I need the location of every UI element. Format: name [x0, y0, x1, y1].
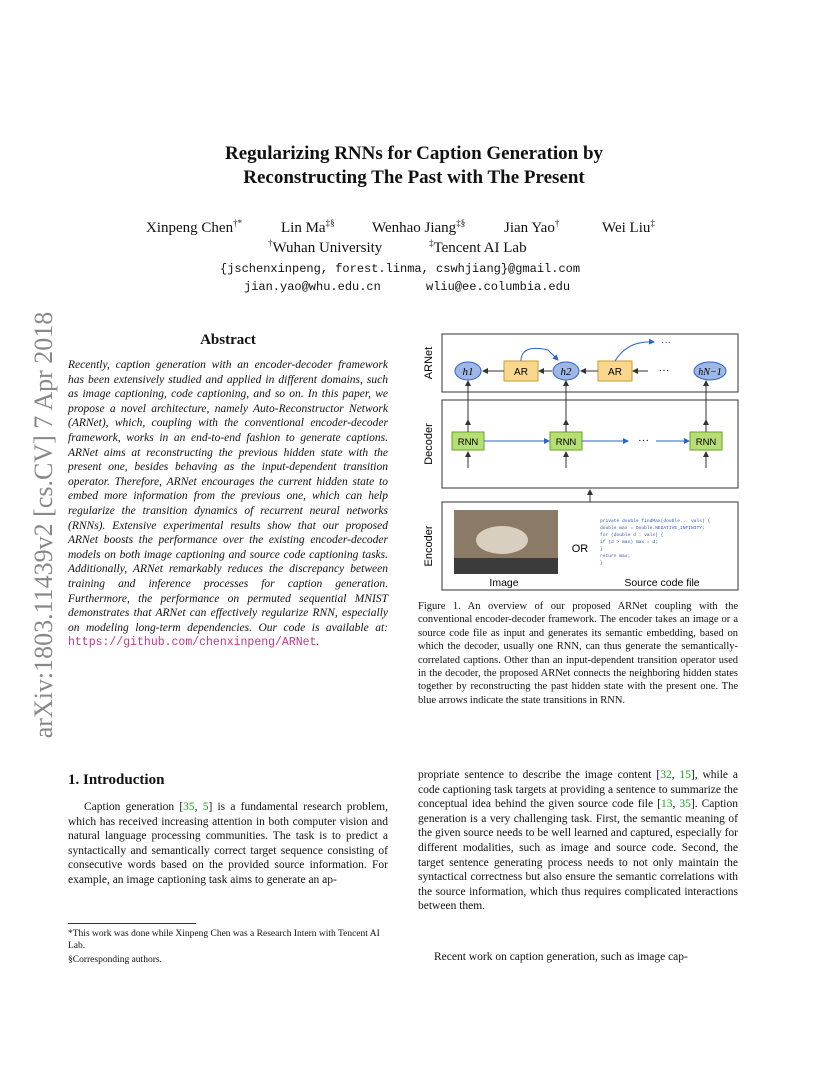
- citation[interactable]: 5: [202, 801, 209, 813]
- email-wei-liu: wliu@ee.columbia.edu: [426, 280, 571, 294]
- figure-caption: Figure 1. An overview of our proposed ARNet coupling with the conventional encoder-decoder framework. The encoder takes an image or a source code file as input and generates its semantic embedding, based on which the decoder, usually one RNN, can thus generate the semantically-correlated captions. Other than an input-dependent transition operator used in the decoder, the proposed ARNet connects the neighboring hidden states together by reconstructing the past hidden state with the present one. The blue arrows indicate the state transitions in RNN.: [418, 601, 738, 706]
- svg-text:if (d > max) max = d;: if (d > max) max = d;: [600, 540, 658, 545]
- ar-label-2: AR: [608, 367, 622, 378]
- node-h1-label: h1: [462, 366, 474, 378]
- or-label: OR: [571, 543, 589, 555]
- dots-arnet: ···: [658, 365, 670, 377]
- node-h2-label: h2: [560, 366, 572, 378]
- arxiv-sidebar: [24, 290, 64, 760]
- intro-paragraph: Caption generation [35, 5] is a fundamental research problem, which has received increasing attention in both computer vision and natural language processing communities. The task is to predict a syntactically and semantically correct target sequence consisting of consecutive words based on the provided source information. For example, an image captioning task aims to generate an ap-: [68, 801, 388, 886]
- citation[interactable]: 35: [679, 798, 691, 811]
- author-2: Lin Ma‡§: [281, 218, 335, 236]
- dots-decoder: ···: [638, 435, 649, 447]
- citation[interactable]: 13: [660, 798, 673, 811]
- label-decoder: Decoder: [423, 423, 435, 465]
- title-line-2: Reconstructing The Past with The Present: [243, 167, 585, 188]
- footnote-divider: [68, 923, 196, 924]
- title-line-1: Regularizing RNNs for Caption Generation by: [224, 143, 604, 164]
- affiliation-2: ‡Tencent AI Lab: [429, 238, 527, 256]
- arxiv-id: arXiv:1803.11439v2 [cs.CV] 7 Apr 2018: [29, 311, 58, 739]
- footnote-2: §Corresponding authors.: [68, 955, 162, 965]
- svg-text:}: }: [600, 561, 603, 566]
- affiliation-1: †Wuhan University: [268, 238, 383, 256]
- citation[interactable]: 15: [679, 769, 691, 781]
- intro-heading: 1. Introduction: [68, 772, 165, 788]
- author-5: Wei Liu‡: [602, 218, 655, 236]
- code-link[interactable]: https://github.com/chenxinpeng/ARNet: [68, 636, 317, 650]
- rnn-N-label: RNN: [695, 437, 717, 448]
- rnn-2-label: RNN: [555, 437, 577, 448]
- code-snippet: [600, 518, 711, 566]
- svg-text:private double findMax(double.: private double findMax(double... vals) {: [600, 519, 711, 524]
- dots-blue: ···: [661, 338, 671, 349]
- emails-line-1: {jschenxinpeng, forest.linma, cswhjiang}@gmail.com: [220, 262, 581, 276]
- label-arnet: ARNet: [423, 346, 435, 380]
- image-label: Image: [489, 577, 519, 589]
- citation[interactable]: 32: [660, 769, 672, 781]
- svg-text:double max = Double.NEGATIVE_I: double max = Double.NEGATIVE_INFINITY;: [600, 526, 705, 531]
- node-hN-label: hN−1: [698, 367, 722, 378]
- svg-text:for (double d : vals) {: for (double d : vals) {: [600, 533, 664, 538]
- author-4: Jian Yao†: [504, 218, 560, 236]
- paper-title: [0, 142, 828, 190]
- author-1: Xinpeng Chen†*: [146, 218, 243, 236]
- rnn-1-label: RNN: [457, 437, 479, 448]
- svg-text:return max;: return max;: [600, 554, 631, 559]
- label-encoder: Encoder: [423, 525, 435, 567]
- citation[interactable]: 35: [183, 801, 195, 813]
- abstract-body: Recently, caption generation with an encoder-decoder framework has been extensively studied and applied in different domains, such as image captioning, code captioning, and so on. In this paper, we propose a novel architecture, namely Auto-Reconstructor Network (ARNet), which, coupling with the conventional encoder-decoder framework, works in an end-to-end fashion to generate captions. ARNet aims at reconstructing the previous hidden state with the present one, besides behaving as the input-dependent transition operator. Therefore, ARNet encourages the current hidden state to embed more information from the previous one, which can help regularize the transition dynamics of recurrent neural networks (RNNs). Extensive experimental results show that our proposed ARNet boosts the performance over the existing encoder-decoder models on both image captioning and source code captioning tasks. Additionally, ARNet remarkably reduces the discrepancy between training and inference processes for caption generation. Furthermore, the performance on permuted sequential MNIST demonstrates that ARNet can effectively regularize RNN, especially on modeling long-term dependencies. Our code is available at: https://github.com/chenxinpeng/ARNet.: [68, 359, 388, 650]
- right-column-paragraph: propriate sentence to describe the image content [32, 15], while a code captioning task targets at providing a sentence to summarize the conceptual idea behind the given source code file [13, 35]. Caption generation is a very challenging task. First, the semantic meaning of the given source needs to be well learned and captured, especially for different modalities, such as image and source code. Second, the target sentence generating process needs to not only maintain the syntactical correctness but also ensure the semantic correlations with the source information, which thus requires complicated interactions between them.: [418, 769, 739, 913]
- abstract-text: Recently, caption generation with an encoder-decoder framework has been extensively studied and applied in different domains, such as image captioning, code captioning, and so on. In this paper, we propose a novel architecture, namely Auto-Reconstructor Network (ARNet), which, coupling with the conventional encoder-decoder framework, works in an end-to-end fashion to generate captions. ARNet aims at reconstructing the previous hidden state with the present one, besides behaving as the input-dependent transition operator. Therefore, ARNet encourages the current hidden state to embed more information from the previous one, which can help regularize the transition dynamics of recurrent neural networks (RNNs). Extensive experimental results show that our proposed ARNet boosts the performance over the existing encoder-decoder models on both image captioning and source code captioning tasks. Additionally, ARNet remarkably reduces the discrepancy between training and inference processes for caption generation. Furthermore, the performance on permuted sequential MNIST demonstrates that ARNet can effectively regularize RNN, especially on modeling long-term dependencies. Our code is available at:: [68, 359, 388, 634]
- figure-1: [418, 330, 748, 595]
- svg-text:}: }: [600, 547, 603, 552]
- abstract-heading: Abstract: [200, 332, 256, 348]
- author-3: Wenhao Jiang‡§: [372, 218, 466, 236]
- ar-label-1: AR: [514, 367, 528, 378]
- footnote-1: *This work was done while Xinpeng Chen was a Research Intern with Tencent AI Lab.: [68, 929, 380, 951]
- right-column-paragraph-2: Recent work on caption generation, such as image cap-: [434, 951, 688, 963]
- code-label: Source code file: [624, 577, 700, 589]
- email-jian-yao: jian.yao@whu.edu.cn: [244, 280, 381, 294]
